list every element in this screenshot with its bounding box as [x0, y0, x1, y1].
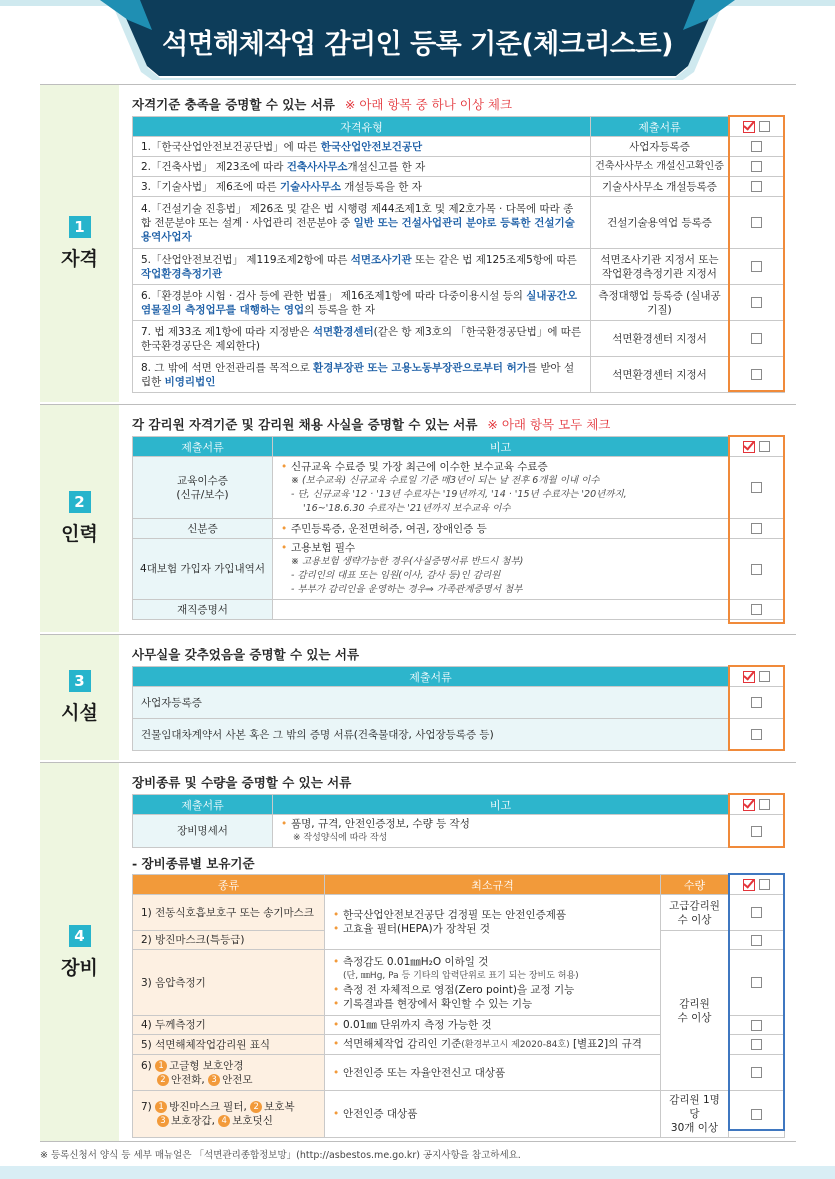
table-header-row	[133, 875, 785, 895]
row-doc: 재직증명서	[133, 600, 273, 620]
checkbox-icon	[759, 879, 770, 890]
table-row	[133, 600, 785, 620]
row-type: 5.「산업안전보건법」 제119조제2항에 따른 석면조사기관 또는 같은 법 제125조제5항에 따른 작업환경측정기관	[133, 249, 591, 285]
section-label: 인력	[61, 523, 98, 545]
row-note	[273, 600, 729, 620]
row-check	[729, 719, 785, 751]
table-row	[133, 321, 785, 357]
checkbox-icon	[759, 121, 770, 132]
table-row	[133, 687, 785, 719]
heading-note: ※ 아래 항목 모두 체크	[487, 417, 611, 432]
item-spec: • 안전인증 대상품	[325, 1091, 661, 1138]
row-doc: 신분증	[133, 519, 273, 539]
checkbox[interactable]	[751, 826, 762, 837]
section-side-equipment	[40, 763, 119, 1141]
row-check	[729, 357, 785, 393]
row-check	[729, 1055, 785, 1091]
row-check	[729, 197, 785, 249]
checkbox[interactable]	[751, 217, 762, 228]
table-row	[133, 285, 785, 321]
row-check	[729, 950, 785, 1016]
table-row	[133, 177, 785, 197]
section-qualification	[40, 84, 796, 402]
section-label: 시설	[61, 702, 98, 724]
check-header	[729, 795, 785, 815]
col-header: 제출서류	[591, 117, 729, 137]
checkbox[interactable]	[751, 1039, 762, 1050]
row-check	[729, 321, 785, 357]
table-row	[133, 539, 785, 600]
section-equipment	[40, 762, 796, 1142]
table-header-row	[133, 437, 785, 457]
number-3-icon: 3	[157, 1115, 169, 1127]
table-row	[133, 719, 785, 751]
table-row	[133, 357, 785, 393]
row-doc: 4대보험 가입자 가입내역서	[133, 539, 273, 600]
item-type: 5) 석면해체작업감리원 표식	[133, 1035, 325, 1055]
checked-checkbox-icon	[743, 671, 755, 683]
qualification-table	[132, 116, 785, 393]
section-number: 3	[69, 670, 91, 692]
row-check	[729, 539, 785, 600]
row-doc: 석면환경센터 지정서	[591, 357, 729, 393]
row-note: • 주민등록증, 운전면허증, 여권, 장애인증 등	[273, 519, 729, 539]
table-row	[133, 249, 785, 285]
row-check	[729, 1035, 785, 1055]
section-staff	[40, 404, 796, 632]
row-type: 8. 그 밖에 석면 안전관리를 목적으로 환경부장관 또는 고용노동부장관으로부터 허가를 받아 설립한 비영리법인	[133, 357, 591, 393]
checkbox[interactable]	[751, 1067, 762, 1078]
col-header: 비고	[273, 437, 729, 457]
footer-note: ※ 등록신청서 양식 등 세부 매뉴얼은 「석면관리종합정보망」(http://asbestos.me.go.kr) 공지사항을 참고하세요.	[40, 1150, 521, 1161]
section-label: 자격	[61, 248, 98, 270]
row-doc: 교육이수증 (신규/보수)	[133, 457, 273, 519]
check-header	[729, 437, 785, 457]
item-spec: • 한국산업안전보건공단 검정필 또는 안전인증제품 • 고효율 필터(HEPA)가 장착된 것	[325, 895, 661, 950]
row-type: 7. 법 제33조 제1항에 따라 지정받은 석면환경센터(같은 항 제3호의 「한국환경공단법」에 따른 한국환경공단은 제외한다)	[133, 321, 591, 357]
row-check	[729, 137, 785, 157]
section-side-qualification	[40, 85, 119, 402]
checked-checkbox-icon	[743, 441, 755, 453]
checkbox[interactable]	[751, 482, 762, 493]
item-type: 3) 음압측정기	[133, 950, 325, 1016]
row-doc: 사업자등록증	[133, 687, 729, 719]
col-header: 수량	[661, 875, 729, 895]
item-spec: • 안전인증 또는 자율안전신고 대상품	[325, 1055, 661, 1091]
section-number: 1	[69, 216, 91, 238]
office-table	[132, 666, 785, 751]
item-spec: • 석면해체작업 감리인 기준(환경부고시 제2020-84호) [별표2]의 규격	[325, 1035, 661, 1055]
check-header	[729, 875, 785, 895]
number-2-icon: 2	[250, 1101, 262, 1113]
heading-note: ※ 아래 항목 중 하나 이상 체크	[344, 97, 513, 112]
item-type: 2) 방진마스크(특등급)	[133, 931, 325, 950]
number-4-icon: 4	[218, 1115, 230, 1127]
row-type: 6.「환경분야 시험 · 검사 등에 관한 법률」 제16조제1항에 따라 다중이용시설 등의 실내공간오염물질의 측정업무를 대행하는 영업의 등록을 한 자	[133, 285, 591, 321]
row-check	[729, 1091, 785, 1138]
section-side-office	[40, 635, 119, 760]
col-header: 종류	[133, 875, 325, 895]
checked-checkbox-icon	[743, 121, 755, 133]
checkbox[interactable]	[751, 261, 762, 272]
checkbox-icon	[759, 671, 770, 682]
checked-checkbox-icon	[743, 879, 755, 891]
row-check	[729, 249, 785, 285]
number-1-icon: 1	[155, 1101, 167, 1113]
table-row	[133, 137, 785, 157]
row-check	[729, 895, 785, 931]
col-header: 최소규격	[325, 875, 661, 895]
row-type: 2.「건축사법」 제23조에 따라 건축사사무소개설신고를 한 자	[133, 157, 591, 177]
checkbox[interactable]	[751, 907, 762, 918]
staff-table	[132, 436, 785, 620]
table-row	[133, 519, 785, 539]
row-note: • 고용보험 필수 ※ 고용보험 생략가능한 경우(사실증명서류 반드시 첨부) - 감리인의 대표 또는 임원(이사, 감사 등)인 감리원 - 부부가 감리인을 운영하는 경우⇒ 가족관계증명서 첨부	[273, 539, 729, 600]
checkbox[interactable]	[751, 297, 762, 308]
row-doc: 건물임대차계약서 사본 혹은 그 밖의 증명 서류(건축물대장, 사업장등록증 등)	[133, 719, 729, 751]
row-type: 1.「한국산업안전보건공단법」에 따른 한국산업안전보건공단	[133, 137, 591, 157]
col-header: 자격유형	[133, 117, 591, 137]
checkbox[interactable]	[751, 977, 762, 988]
col-header: 제출서류	[133, 667, 729, 687]
table-row	[133, 1091, 785, 1138]
checkbox[interactable]	[751, 369, 762, 380]
row-type: 3.「기술사법」 제6조에 따른 기술사사무소 개설등록을 한 자	[133, 177, 591, 197]
heading-text: 각 감리원 자격기준 및 감리원 채용 사실을 증명할 수 있는 서류	[132, 417, 478, 432]
row-check	[729, 519, 785, 539]
item-type: 7) 1 방진마스크 필터, 2 보호복 3 보호장갑, 4 보호덧신	[133, 1091, 325, 1138]
checkbox[interactable]	[751, 697, 762, 708]
row-doc: 석면조사기관 지정서 또는 작업환경측정기관 지정서	[591, 249, 729, 285]
table-header-row	[133, 667, 785, 687]
row-check	[729, 177, 785, 197]
checkbox[interactable]	[751, 333, 762, 344]
section-heading	[132, 95, 512, 113]
section-heading	[132, 415, 610, 433]
checkbox[interactable]	[751, 729, 762, 740]
row-check	[729, 600, 785, 620]
row-note: • 신규교육 수료증 및 가장 최근에 이수한 보수교육 수료증 ※ (보수교육) 신규교육 수료일 기준 매3년이 되는 날 전후 6개월 이내 이수 - 단, 신규교육 '12 · '13년 수료자는 '19년까지, '14 · '15년 수료자는 '20년까지, '16~'18.6.30 수료자는 '21년까지 보수교육 이수	[273, 457, 729, 519]
table-row	[133, 197, 785, 249]
checkbox[interactable]	[751, 161, 762, 172]
section-side-staff	[40, 405, 119, 632]
checkbox-icon	[759, 441, 770, 452]
section-heading: 사무실을 갖추었음을 증명할 수 있는 서류	[132, 647, 360, 662]
row-type: 4.「건설기술 진흥법」 제26조 및 같은 법 시행령 제44조제1호 및 제2호가목 · 다목에 따라 종합 전문분야 또는 설계 · 사업관리 전문분야 중 일반 또는 건설사업관리 분야로 등록한 건설기술용역사업자	[133, 197, 591, 249]
col-header: 제출서류	[133, 437, 273, 457]
section-number: 4	[69, 925, 91, 947]
row-doc: 장비명세서	[133, 815, 273, 848]
check-header	[729, 117, 785, 137]
section-number: 2	[69, 491, 91, 513]
checkbox[interactable]	[751, 604, 762, 615]
checkbox[interactable]	[751, 1020, 762, 1031]
checkbox-icon	[759, 799, 770, 810]
row-doc: 건축사사무소 개설신고확인증	[591, 157, 729, 177]
equipment-doc-table	[132, 794, 785, 848]
checkbox[interactable]	[751, 564, 762, 575]
checkbox[interactable]	[751, 181, 762, 192]
page-title: 석면해체작업 감리인 등록 기준(체크리스트)	[162, 29, 673, 60]
checkbox[interactable]	[751, 523, 762, 534]
item-qty: 고급감리원 수 이상	[661, 895, 729, 931]
row-check	[729, 815, 785, 848]
row-doc: 측정대행업 등록증 (실내공기질)	[591, 285, 729, 321]
table-header-row	[133, 795, 785, 815]
table-row	[133, 895, 785, 931]
table-header-row	[133, 117, 785, 137]
number-1-icon: 1	[155, 1060, 167, 1072]
item-qty: 감리원 수 이상	[661, 931, 729, 1091]
item-spec: • 0.01㎜ 단위까지 측정 가능한 것	[325, 1016, 661, 1035]
section-heading: 장비종류 및 수량을 증명할 수 있는 서류	[132, 775, 352, 790]
equipment-standard-table	[132, 874, 785, 1138]
col-header: 제출서류	[133, 795, 273, 815]
footer-bar	[0, 1166, 835, 1179]
sub-heading: - 장비종류별 보유기준	[132, 856, 255, 871]
number-3-icon: 3	[208, 1074, 220, 1086]
item-qty: 감리원 1명당 30개 이상	[661, 1091, 729, 1138]
item-spec: • 측정감도 0.01㎜H₂O 이하일 것 (단, ㎜Hg, Pa 등 기타의 압력단위로 표기 되는 장비도 허용) • 측정 전 자체적으로 영점(Zero point)을 교정 기능 • 기록결과를 현장에서 확인할 수 있는 기능	[325, 950, 661, 1016]
row-doc: 건설기술용역업 등록증	[591, 197, 729, 249]
row-doc: 석면환경센터 지정서	[591, 321, 729, 357]
row-check	[729, 457, 785, 519]
row-check	[729, 1016, 785, 1035]
col-header: 비고	[273, 795, 729, 815]
check-header	[729, 667, 785, 687]
row-note: • 품명, 규격, 안전인증정보, 수량 등 작성 ※ 작성양식에 따라 작성	[273, 815, 729, 848]
header-banner	[0, 0, 835, 80]
checkbox[interactable]	[751, 1109, 762, 1120]
checked-checkbox-icon	[743, 799, 755, 811]
table-row	[133, 457, 785, 519]
row-check	[729, 285, 785, 321]
item-type: 4) 두께측정기	[133, 1016, 325, 1035]
item-type: 6) 1 고글형 보호안경 2 안전화, 3 안전모	[133, 1055, 325, 1091]
checkbox[interactable]	[751, 141, 762, 152]
heading-text: 자격기준 충족을 증명할 수 있는 서류	[132, 97, 335, 112]
row-doc: 사업자등록증	[591, 137, 729, 157]
section-office	[40, 634, 796, 760]
table-row	[133, 815, 785, 848]
checkbox[interactable]	[751, 935, 762, 946]
row-doc: 기술사사무소 개설등록증	[591, 177, 729, 197]
row-check	[729, 931, 785, 950]
table-row	[133, 157, 785, 177]
row-check	[729, 157, 785, 177]
item-type: 1) 전동식호흡보호구 또는 송기마스크	[133, 895, 325, 931]
number-2-icon: 2	[157, 1074, 169, 1086]
row-check	[729, 687, 785, 719]
section-label: 장비	[61, 956, 98, 979]
